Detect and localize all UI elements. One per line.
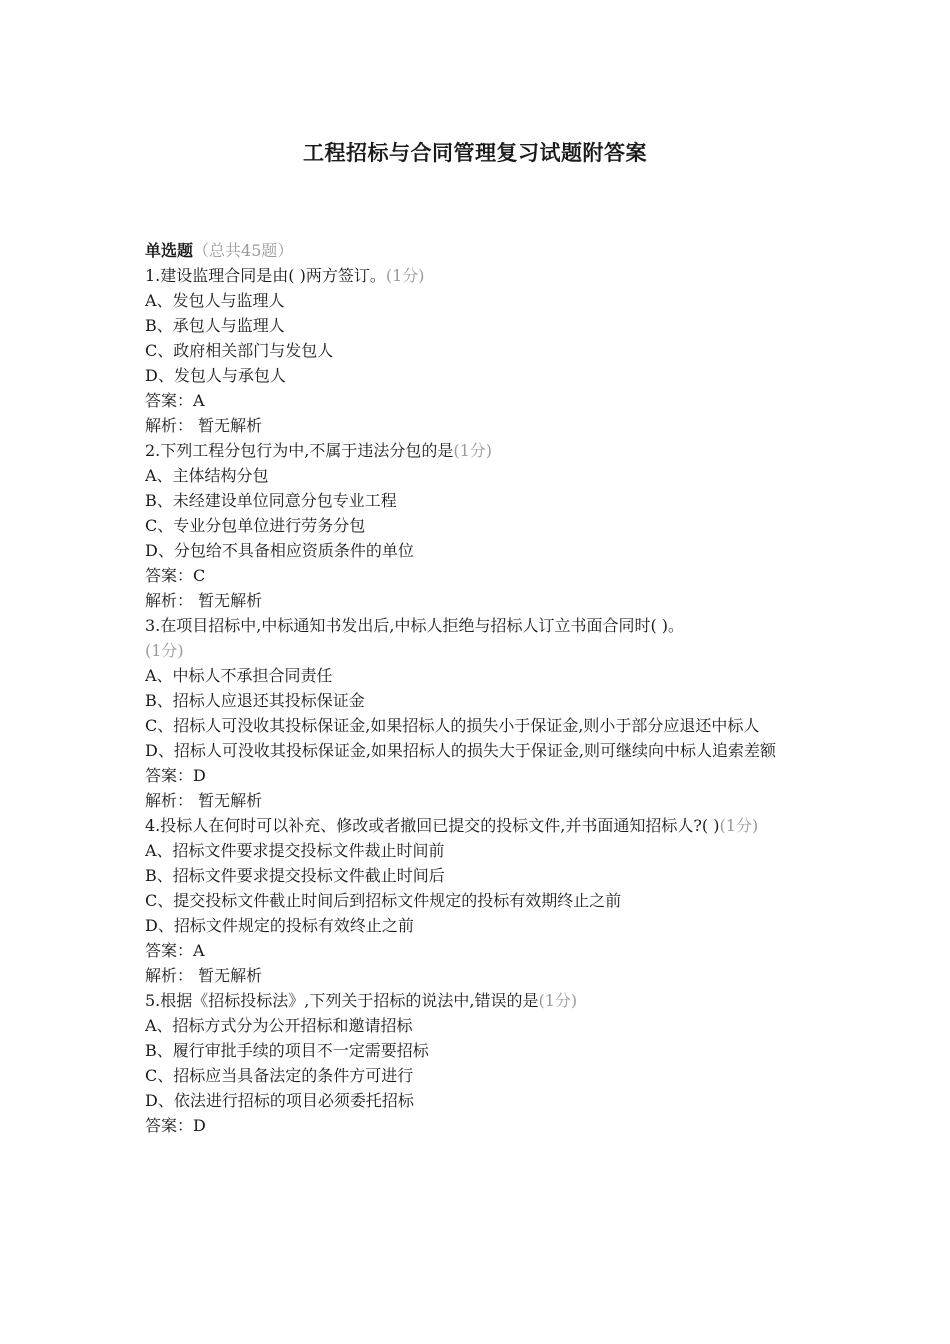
- question-score: (1分): [719, 816, 759, 835]
- option: B、招标文件要求提交投标文件截止时间后: [145, 866, 445, 885]
- analysis-line: 解析： 暂无解析: [145, 416, 263, 435]
- document-title: 工程招标与合同管理复习试题附答案: [303, 140, 647, 165]
- option: D、依法进行招标的项目必须委托招标: [145, 1091, 414, 1110]
- question-block: [145, 813, 825, 988]
- question-block: [145, 438, 825, 613]
- option: D、招标文件规定的投标有效终止之前: [145, 916, 414, 935]
- analysis-line: 解析： 暂无解析: [145, 966, 263, 985]
- option: C、专业分包单位进行劳务分包: [145, 516, 366, 535]
- question-stem: 5.根据《招标投标法》,下列关于招标的说法中,错误的是(1分): [145, 991, 578, 1010]
- option: C、政府相关部门与发包人: [145, 341, 334, 360]
- option: B、招标人应退还其投标保证金: [145, 691, 365, 710]
- section-label: 单选题: [145, 241, 194, 260]
- question-list: [145, 238, 825, 1138]
- section-heading: [145, 238, 825, 263]
- question-score: (1分): [385, 266, 425, 285]
- option: D、招标人可没收其投标保证金,如果招标人的损失大于保证金,则可继续向中标人追索差额: [145, 741, 777, 760]
- answer-line: 答案：A: [145, 391, 205, 410]
- option: A、招标文件要求提交投标文件裁止时间前: [145, 841, 445, 860]
- question-block: [145, 263, 825, 438]
- question-block: [145, 988, 825, 1138]
- analysis-line: 解析： 暂无解析: [145, 791, 263, 810]
- answer-line: 答案：C: [145, 566, 206, 585]
- answer-line: 答案：A: [145, 941, 205, 960]
- option: A、发包人与监理人: [145, 291, 285, 310]
- option: A、主体结构分包: [145, 466, 269, 485]
- option: D、分包给不具备相应资质条件的单位: [145, 541, 414, 560]
- analysis-line: 解析： 暂无解析: [145, 591, 263, 610]
- option: C、招标应当具备法定的条件方可进行: [145, 1066, 414, 1085]
- answer-line: 答案：D: [145, 1116, 206, 1135]
- section-count: （总共45题）: [193, 241, 294, 260]
- question-stem: 2.下列工程分包行为中,不属于违法分包的是(1分): [145, 441, 493, 460]
- question-stem: 1.建设监理合同是由( )两方签订。(1分): [145, 266, 425, 285]
- question-score: (1分): [145, 641, 184, 660]
- question-stem: 4.投标人在何时可以补充、修改或者撤回已提交的投标文件,并书面通知招标人?( )(1分): [145, 816, 759, 835]
- answer-line: 答案：D: [145, 766, 206, 785]
- option: B、履行审批手续的项目不一定需要招标: [145, 1041, 429, 1060]
- option: A、招标方式分为公开招标和邀请招标: [145, 1016, 413, 1035]
- option: B、承包人与监理人: [145, 316, 285, 335]
- option: C、提交投标文件截止时间后到招标文件规定的投标有效期终止之前: [145, 891, 622, 910]
- option: C、招标人可没收其投标保证金,如果招标人的损失小于保证金,则小于部分应退还中标人: [145, 716, 760, 735]
- question-score: (1分): [453, 441, 493, 460]
- option: B、未经建设单位同意分包专业工程: [145, 491, 397, 510]
- question-score: (1分): [538, 991, 578, 1010]
- option: A、中标人不承担合同责任: [145, 666, 333, 685]
- question-stem: 3.在项目招标中,中标通知书发出后,中标人拒绝与招标人订立书面合同时( )。 (1分): [145, 616, 685, 660]
- option: D、发包人与承包人: [145, 366, 286, 385]
- question-block: [145, 613, 825, 813]
